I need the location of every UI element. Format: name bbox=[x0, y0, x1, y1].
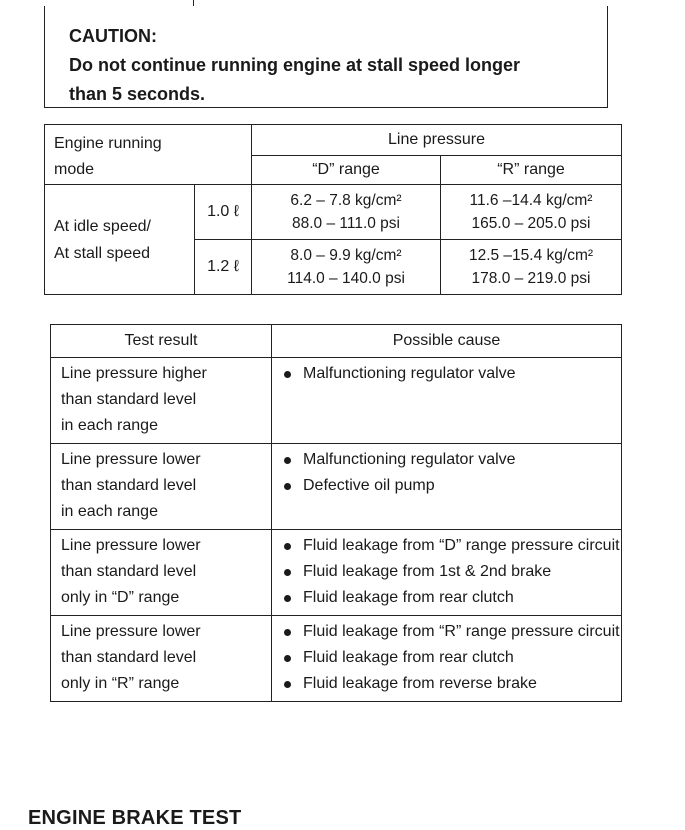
result-line: than standard level bbox=[61, 649, 197, 666]
cause-item: Fluid leakage from 1st & 2nd brake bbox=[282, 559, 621, 585]
r-range-value bbox=[441, 240, 622, 295]
engine-mode-header-line-1: Engine running bbox=[54, 135, 162, 152]
pressure-row-1 bbox=[45, 185, 622, 240]
d-range-psi: 114.0 – 140.0 psi bbox=[287, 270, 405, 287]
result-line: Line pressure lower bbox=[61, 451, 201, 468]
d-range-header: “D” range bbox=[252, 156, 441, 185]
possible-cause-cell bbox=[272, 530, 622, 616]
cause-item: Fluid leakage from “D” range pressure circuit bbox=[282, 533, 621, 559]
result-line: Line pressure lower bbox=[61, 537, 201, 554]
result-line: only in “R” range bbox=[61, 675, 180, 692]
test-result-cell bbox=[51, 358, 272, 444]
d-range-psi: 88.0 – 111.0 psi bbox=[291, 215, 400, 232]
cause-item: Malfunctioning regulator valve bbox=[282, 447, 621, 473]
cause-list bbox=[282, 533, 621, 611]
result-line: Line pressure higher bbox=[61, 365, 207, 382]
caution-box bbox=[44, 6, 608, 108]
cause-item: Fluid leakage from reverse brake bbox=[282, 671, 621, 697]
table-row bbox=[51, 444, 622, 530]
possible-cause-cell bbox=[272, 616, 622, 702]
cause-item: Malfunctioning regulator valve bbox=[282, 361, 621, 387]
table-row bbox=[51, 530, 622, 616]
cause-list bbox=[282, 361, 621, 387]
d-range-kg: 8.0 – 9.9 kg/cm² bbox=[290, 247, 402, 264]
caution-line-1: Do not continue running engine at stall speed longer bbox=[69, 55, 521, 75]
r-range-kg: 12.5 –15.4 kg/cm² bbox=[468, 247, 594, 264]
d-range-value bbox=[252, 185, 441, 240]
possible-cause-cell bbox=[272, 444, 622, 530]
cause-item: Fluid leakage from rear clutch bbox=[282, 645, 621, 671]
d-range-value bbox=[252, 240, 441, 295]
possible-cause-cell bbox=[272, 358, 622, 444]
cause-list bbox=[282, 447, 621, 499]
test-result-header: Test result bbox=[51, 325, 272, 358]
result-line: than standard level bbox=[61, 391, 197, 408]
section-heading: ENGINE BRAKE TEST bbox=[28, 807, 242, 829]
test-result-table bbox=[50, 324, 622, 702]
table-row bbox=[51, 358, 622, 444]
d-range-kg: 6.2 – 7.8 kg/cm² bbox=[290, 192, 402, 209]
r-range-psi: 165.0 – 205.0 psi bbox=[471, 215, 591, 232]
line-pressure-table bbox=[44, 124, 622, 295]
possible-cause-header: Possible cause bbox=[272, 325, 622, 358]
test-result-cell bbox=[51, 530, 272, 616]
engine-mode-header bbox=[45, 125, 252, 185]
line-pressure-header: Line pressure bbox=[252, 125, 622, 156]
test-result-cell bbox=[51, 444, 272, 530]
result-line: in each range bbox=[61, 503, 158, 520]
caution-text bbox=[69, 51, 583, 109]
condition-line-2: At stall speed bbox=[54, 244, 151, 262]
cause-item: Fluid leakage from “R” range pressure circuit bbox=[282, 619, 621, 645]
test-result-cell bbox=[51, 616, 272, 702]
r-range-value bbox=[441, 185, 622, 240]
caution-top-stub bbox=[193, 0, 194, 6]
cause-item: Defective oil pump bbox=[282, 473, 621, 499]
result-line: in each range bbox=[61, 417, 158, 434]
r-range-psi: 178.0 – 219.0 psi bbox=[471, 270, 591, 287]
r-range-kg: 11.6 –14.4 kg/cm² bbox=[469, 192, 593, 209]
caution-title: CAUTION: bbox=[69, 26, 157, 46]
result-line: Line pressure lower bbox=[61, 623, 201, 640]
table-row bbox=[51, 616, 622, 702]
capacity-cell: 1.0 ℓ bbox=[195, 185, 252, 240]
result-line: than standard level bbox=[61, 563, 197, 580]
caution-line-2: than 5 seconds. bbox=[69, 84, 206, 104]
condition-line-1: At idle speed/ bbox=[54, 217, 151, 235]
cause-list bbox=[282, 619, 621, 697]
condition-cell bbox=[45, 185, 195, 295]
r-range-header: “R” range bbox=[441, 156, 622, 185]
result-line: than standard level bbox=[61, 477, 197, 494]
capacity-cell: 1.2 ℓ bbox=[195, 240, 252, 295]
cause-item: Fluid leakage from rear clutch bbox=[282, 585, 621, 611]
engine-mode-header-line-2: mode bbox=[54, 161, 95, 178]
result-line: only in “D” range bbox=[61, 589, 180, 606]
